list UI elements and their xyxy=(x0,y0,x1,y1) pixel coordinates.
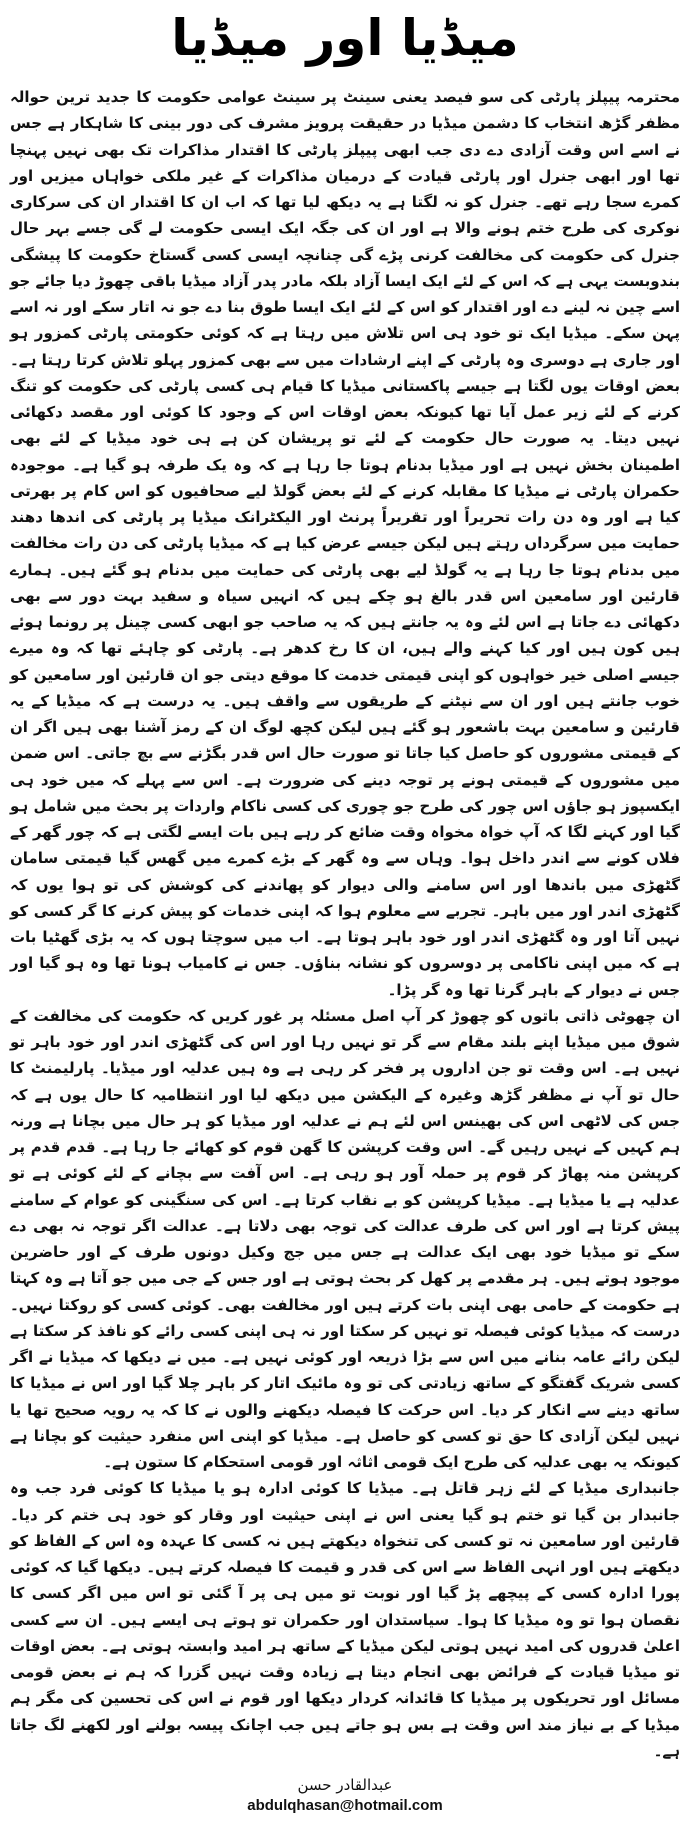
headline: میڈیا اور میڈیا xyxy=(171,9,519,67)
author-name: عبدالقادر حسن xyxy=(297,1776,393,1794)
column-body xyxy=(8,84,682,1764)
paragraph-3: جانبداری میڈیا کے لئے زہر قاتل ہے۔ میڈیا کا کوئی ادارہ ہو یا میڈیا کا کوئی فرد جب وہ جانبدار بن گیا تو ختم ہو گیا یعنی اس نے اپنی حیثیت اور وقار کو خود ہی ختم کر دیا۔ قارئین اور سامعین نہ تو کسی کی تنخواہ دیکھتے ہیں نہ کسی کا عہدہ وہ اس کے الفاظ کو دیکھتے ہیں اور انہی الفاظ سے اس کی قدر و قیمت کا فیصلہ کرتے ہیں۔ دیکھا گیا کہ کوئی پورا ادارہ کسی کے پیچھے پڑ گیا اور نوبت تو میں ہی پر آ گئی تو اس میں اگر کسی کا نقصان ہوا تو وہ میڈیا کا ہوا۔ سیاستدان اور حکمران تو ہوتے ہی ایسے ہیں۔ ان سے کسی اعلیٰ قدروں کی امید نہیں ہوتی لیکن میڈیا کے ساتھ ہر امید وابستہ ہوتی ہے۔ بعض اوقات تو میڈیا قیادت کے فرائض بھی انجام دیتا ہے زیادہ وقت نہیں گزرا کہ ہم نے بعض قومی مسائل اور تحریکوں پر میڈیا کا قائدانہ کردار دیکھا اور قوم نے اس کی تحسین کی مگر ہم میڈیا کے بے نیاز مند اس وقت ہے بس ہو جاتے ہیں جب اچانک پیسہ بولنے اور لکھنے لگ جاتا ہے۔ xyxy=(10,1479,680,1760)
byline xyxy=(8,1774,682,1816)
paragraph-1: محترمہ پیپلز پارٹی کی سو فیصد یعنی سینٹ پر سینٹ عوامی حکومت کا جدید ترین حوالہ مظفر گڑھ انتخاب کا دشمن میڈیا در حقیقت پرویز مشرف کی دور بینی کا شاہکار ہے جس نے اسے اس وقت آزادی دے دی جب ابھی پیپلز پارٹی کا اقتدار مذاکرات تک بھی نہیں پہنچا تھا اور ابھی جنرل اور پارٹی قیادت کے درمیان مذاکرات کے غیر ملکی خواہاں میزیں اور کمرے سجا رہے تھے۔ جنرل کو نہ لگتا ہے یہ دیکھ لیا تھا کہ اب ان کا اقتدار ان کی سرکاری نوکری کی طرح ختم ہونے والا ہے اور ان کی جگہ ایک ایسی حکومت لے گی جسے بہر حال جنرل کی حکومت کی مخالفت کرنی پڑے گی چنانچہ ایسی کسی گستاخ حکومت کا پیشگی بندوبست یہی ہے کہ اس کے لئے ایک ایسا آزاد بلکہ مادر پدر آزاد میڈیا باقی چھوڑ دیا جائے جو اسے چین نہ لینے دے اور اقتدار کو اس کے لئے ایک ایسا طوق بنا دے جو نہ اتار سکے اور نہ اسے پہن سکے۔ میڈیا ایک تو خود ہی اس تلاش میں رہتا ہے کہ کوئی حکومتی پارٹی کمزور ہو اور جاری ہے دوسری وہ پارٹی کے اپنے ارشادات میں سے بھی کمزور پہلو تلاش کرتا رہتا ہے۔ بعض اوقات یوں لگتا ہے جیسے پاکستانی میڈیا کا قیام ہی کسی پارٹی کی حکومت کو تنگ کرنے کے لئے زیر عمل آیا تھا کیونکہ بعض اوقات اس کے وجود کا کوئی اور مقصد دکھائی نہیں دیتا۔ یہ صورت حال حکومت کے لئے تو پریشان کن ہے ہی خود میڈیا کے لئے بھی اطمینان بخش نہیں ہے اور میڈیا بدنام ہوتا جا رہا ہے کہ وہ یک طرفہ ہو گیا ہے۔ موجودہ حکمران پارٹی نے میڈیا کا مقابلہ کرنے کے لئے بعض گولڈ لیے صحافیوں کو اس کام پر بھرتی کیا ہے اور وہ دن رات تحریراً اور تقریراً پرنٹ اور الیکٹرانک میڈیا پر پارٹی کی اندھا دھند حمایت میں سرگرداں رہتے ہیں لیکن جیسے عرض کیا ہے کہ میڈیا پارٹی کی دن رات مخالفت میں بدنام ہوتا جا رہا ہے یہ گولڈ لیے بھی پارٹی کی حمایت میں بدنام ہو گئے ہیں۔ ہمارے قارئین اور سامعین اس قدر بالغ ہو چکے ہیں کہ انہیں سیاہ و سفید بہت دور سے بھی دکھائی دے جاتا ہے اس لئے وہ یہ جانتے ہیں کہ یہ صاحب جو ابھی کسی چینل پر رونما ہوئے ہیں کون ہیں اور کیا کہنے والے ہیں، ان کا رخ کدھر ہے۔ پارٹی کو چاہئے تھا کہ وہ میرے جیسے اصلی خیر خواہوں کو اپنی قیمتی خدمت کا موقع دیتی جو ان قارئین اور سامعین کو خوب جانتے ہیں اور ان سے نپٹنے کے طریقوں سے واقف ہیں۔ یہ درست ہے کہ میڈیا کے یہ قارئین و سامعین بہت باشعور ہو گئے ہیں لیکن کچھ لوگ ان کے رمز آشنا بھی ہیں اگر ان کے قیمتی مشوروں کو حاصل کیا جاتا تو صورت حال اس قدر بگڑنے سے بچ جاتی۔ اس ضمن میں مشوروں کے قیمتی ہونے پر توجہ دینے کی ضرورت ہے۔ اس سے پہلے کہ میں خود ہی ایکسپوز ہو جاؤں اس چور کی طرح جو چوری کی کسی ناکام واردات پر بحث میں شامل ہو گیا اور کہنے لگا کہ آپ خواہ مخواہ وقت ضائع کر رہے ہیں بات ایسے لگتی ہے کہ چور گھر کے فلاں کونے سے اندر داخل ہوا۔ وہاں سے وہ گھر کے بڑے کمرے میں گھس گیا قیمتی سامان گٹھڑی میں باندھا اور اس سامنے والی دیوار کو پھاندنے کی کوشش کی تو ہوا یوں کہ گٹھڑی اندر اور میں باہر۔ تجربے سے معلوم ہوا کہ اپنی خدمات کو پیش کرنے کا گر کسی کو نہیں آتا اور وہ گٹھڑی اندر اور خود باہر ہوتا ہے۔ اب میں سوچتا ہوں کہ یہ بڑی گھٹیا بات ہے کہ میں اپنی ناکامی پر دوسروں کو نشانہ بناؤں۔ جس نے کامیاب ہونا تھا وہ ہو گیا اور جس نے دیوار کے باہر گرنا تھا وہ گر پڑا۔ xyxy=(10,88,680,999)
paragraph-2: ان چھوٹی ذاتی باتوں کو چھوڑ کر آپ اصل مسئلہ پر غور کریں کہ حکومت کی مخالفت کے شوق میں میڈیا اپنے بلند مقام سے گر تو نہیں رہا اور اس کی گٹھڑی اندر اور خود باہر تو نہیں ہے۔ اس وقت تو جن اداروں پر فخر کر رہی ہے وہ ہیں عدلیہ اور میڈیا۔ پارلیمنٹ کا حال تو آپ نے مظفر گڑھ وغیرہ کے الیکشن میں دیکھ لیا اور انتظامیہ کا حال یوں ہے کہ جس کی لاٹھی اس کی بھینس اس لئے ہم نے عدلیہ اور میڈیا کو ہر حال میں بچانا ہے ورنہ ہم کہیں کے نہیں رہیں گے۔ اس وقت کرپشن کا گھن قوم کو کھائے جا رہا ہے۔ قدم قدم پر کرپشن منہ پھاڑ کر قوم پر حملہ آور ہو رہی ہے۔ اس آفت سے بچانے کے لئے کوئی ہے تو عدلیہ ہے یا میڈیا ہے۔ میڈیا کرپشن کو بے نقاب کرتا ہے۔ اس کی سنگینی کو عوام کے سامنے پیش کرتا ہے اور اس کی طرف عدالت کی توجہ بھی دلاتا ہے۔ عدالت اگر توجہ نہ بھی دے سکے تو میڈیا خود بھی ایک عدالت ہے جس میں جج وکیل دونوں طرف کے اور حاضرین موجود ہوتے ہیں۔ ہر مقدمے پر کھل کر بحث ہوتی ہے اور جس کے جی میں جو آتا ہے وہ کہتا ہے حکومت کے حامی بھی اپنی بات کرتے ہیں اور مخالفت بھی۔ کوئی کسی کو روکتا نہیں۔ درست کہ میڈیا کوئی فیصلہ تو نہیں کر سکتا اور نہ ہی اپنی کسی رائے کو نافذ کر سکتا ہے لیکن رائے عامہ بنانے میں اس سے بڑا ذریعہ اور کوئی نہیں ہے۔ میں نے دیکھا کہ میڈیا نے اگر کسی شریک گفتگو کے ساتھ زیادتی کی تو وہ مائیک اتار کر باہر چلا گیا اور اس نے میڈیا کا ساتھ دینے سے انکار کر دیا۔ اس حرکت کا فیصلہ دیکھنے والوں نے کا کہ یہ رویہ صحیح تھا یا نہیں لیکن آزادی کا حق تو کسی کو حاصل ہے۔ میڈیا کو اپنی اس منفرد حیثیت کو بچانا ہے کیونکہ یہ بھی عدلیہ کی طرح ایک قومی اثاثہ اور قومی استحکام کا ستون ہے۔ xyxy=(10,1006,680,1471)
author-email: abdulqhasan@hotmail.com xyxy=(247,1797,443,1814)
